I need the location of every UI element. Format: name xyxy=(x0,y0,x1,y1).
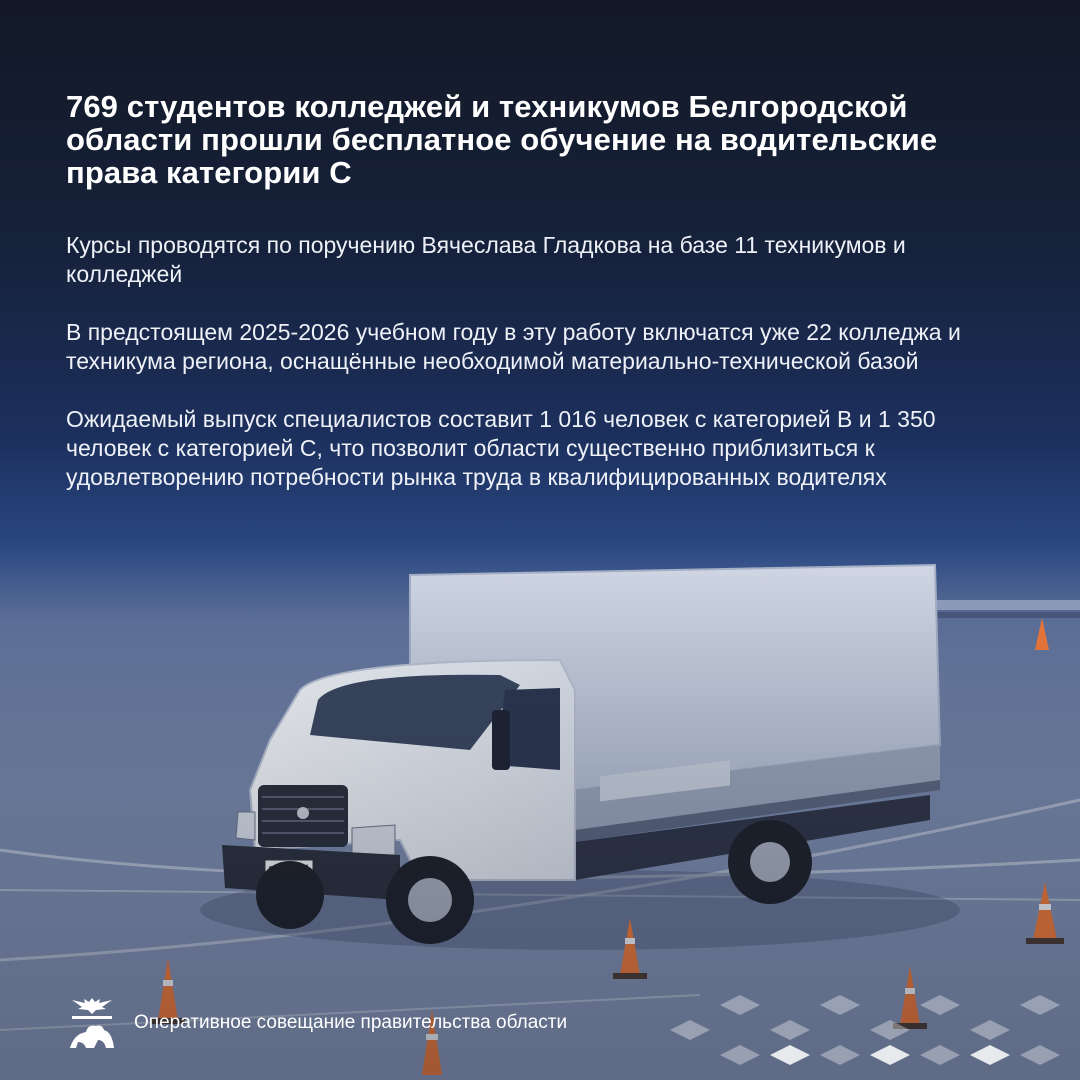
source-label: Оперативное совещание правительства области xyxy=(134,1012,568,1033)
license-plate: о023ут 31 xyxy=(268,863,310,873)
paragraph-courses: Курсы проводятся по поручению Вячеслава Гладкова на базе 11 техникумов и колледжей xyxy=(66,232,906,287)
article-text xyxy=(66,90,1026,521)
source-footer xyxy=(66,994,766,1054)
headline: 769 студентов колледжей и техникумов Белгородской области прошли бесплатное обучение на водительские права категории С xyxy=(66,89,938,190)
paragraph-next-year: В предстоящем 2025-2026 учебном году в эту работу включатся уже 22 колледжа и техникума региона, оснащённые необходимой материально-технической базой xyxy=(66,319,961,374)
paragraph-graduates: Ожидаемый выпуск специалистов составит 1 016 человек с категорией В и 1 350 человек с категорией С, что позволит области существенно приблизиться к удовлетворению потребности рынка труда в квалифицированных водителях xyxy=(66,406,936,490)
region-coat-of-arms-icon xyxy=(66,994,118,1052)
